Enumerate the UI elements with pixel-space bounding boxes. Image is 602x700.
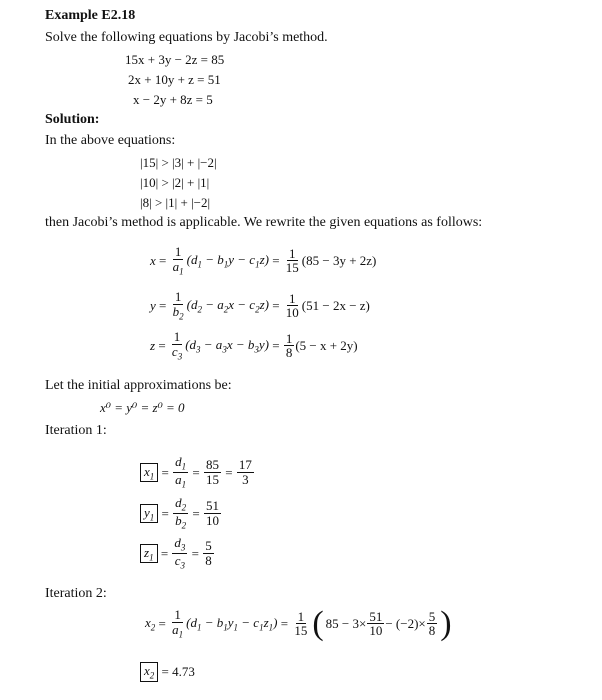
rewrite-z-rhs: (5 − x + 2y) <box>295 337 358 353</box>
example-title: Example E2.18 <box>45 8 136 23</box>
rewrite-z: z = $\frac{1}{c_3}$ $(d_3 - a_3x - b_3y)$ = $\frac{1}{8}$ (5 − x + 2y) <box>150 329 358 362</box>
rewrite-y: y = $\frac{1}{b_2}$ $(d_2 - a_2x - c_2z)$ = $\frac{1}{10}$ (51 − 2x − z) <box>150 289 370 322</box>
iter2-x2-result: $x_2$ = 4.73 <box>140 662 195 682</box>
solution-heading: Solution: <box>45 112 100 127</box>
equation-2: 2x + 10y + z = 51 <box>128 72 221 87</box>
equation-1: 15x + 3y − 2z = 85 <box>125 52 225 67</box>
dominance-row-1: |15| > |3| + |−2| <box>140 155 217 170</box>
problem-statement: Solve the following equations by Jacobi’s method. <box>45 30 328 45</box>
dominance-row-2: |10| > |2| + |1| <box>140 175 210 190</box>
iteration-2-label: Iteration 2: <box>45 586 107 601</box>
rewrite-x-rhs: (85 − 3y + 2z) <box>301 252 377 268</box>
equation-3: x − 2y + 8z = 5 <box>133 92 213 107</box>
dominance-row-3: |8| > |1| + |−2| <box>140 195 211 210</box>
solution-intro: In the above equations: <box>45 133 176 148</box>
initial-text: Let the initial approximations be: <box>45 378 232 393</box>
iteration-1-label: Iteration 1: <box>45 423 107 438</box>
solution-conclusion: then Jacobi’s method is applicable. We rewrite the given equations as follows: <box>45 215 483 230</box>
iter1-y1: $y_1$ = $\frac{d_2}{b_2}$ = $\frac{51}{10}$ <box>140 496 222 531</box>
rewrite-y-rhs: (51 − 2x − z) <box>301 297 370 313</box>
iter1-z1: $z_1$ = $\frac{d_3}{c_3}$ = $\frac{5}{8}$ <box>140 536 215 571</box>
rewrite-x: x = $\frac{1}{a_1}$ $(d_1 - b_1y - c_1z)$ = $\frac{1}{15}$ (85 − 3y + 2z) <box>150 244 377 277</box>
initial-values: x⁰ = y⁰ = z⁰ = 0 <box>100 400 185 415</box>
iter2-x2-expression: $x_2$ = $\frac{1}{a_1}$ $(d_1 - b_1y_1 - c_1z_1)$ = $\frac{1}{15}$ ( 85 − 3× $\frac{51}{10}$ − (−2)× $\frac{5}{8}$ ) <box>145 605 452 643</box>
iter1-x1: $x_1$ = $\frac{d_1}{a_1}$ = $\frac{85}{15}$ = $\frac{17}{3}$ <box>140 455 255 490</box>
